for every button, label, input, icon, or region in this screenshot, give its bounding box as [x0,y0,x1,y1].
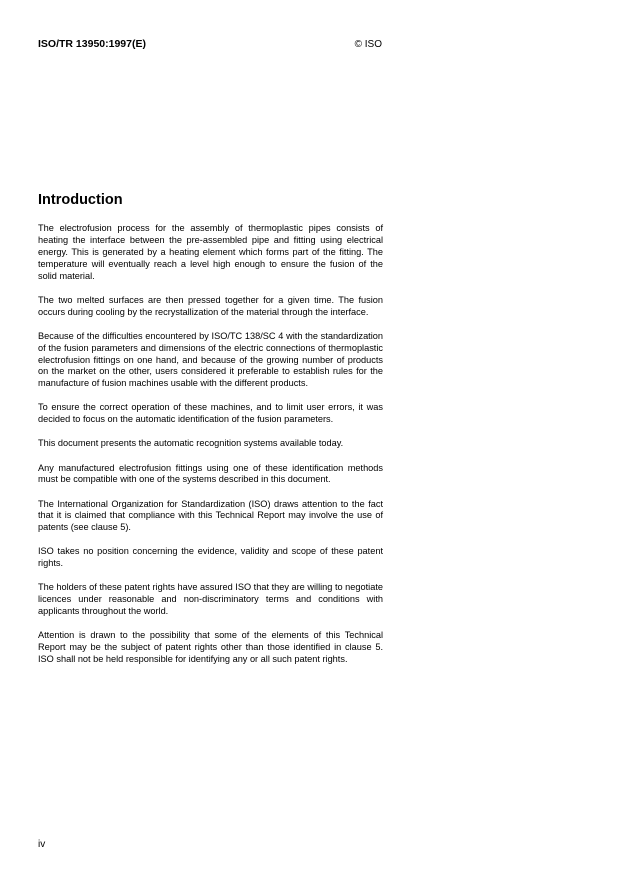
section-heading: Introduction [38,192,123,208]
paragraph-automatic-identification: To ensure the correct operation of these machines, and to limit user errors, it was decided to focus on the automatic identification of the fusion parameters. [38,402,383,425]
paragraph-other-patents: Attention is drawn to the possibility that some of the elements of this Technical Report may be the subject of patent rights other than those identified in clause 5. ISO shall not be held responsible for identifying any or all such patent rights. [38,630,383,665]
copyright-notice: © ISO [354,39,382,50]
paragraph-patent-attention: The International Organization for Standardization (ISO) draws attention to the fact that it is claimed that compliance with this Technical Report may involve the use of patents (see clause 5). [38,498,383,533]
paragraph-document-scope: This document presents the automatic recognition systems available today. [38,438,344,449]
paragraph-iso-position: ISO takes no position concerning the evidence, validity and scope of these patent rights. [38,546,383,569]
paragraph-compatibility: Any manufactured electrofusion fittings using one of these identification methods must be compatible with one of the systems described in this document. [38,462,383,485]
introduction-section [38,191,383,678]
paragraph-standardization-difficulties: Because of the difficulties encountered by ISO/TC 138/SC 4 with the standardization of the fusion parameters and dimensions of the electric connections of thermoplastic electrofusion fittings on one hand, and because of the growing number of products on the market on the other, users considered it preferable to establish rules for the manufacture of fusion machines usable with the different products. [38,330,383,389]
paragraph-electrofusion-process: The electrofusion process for the assembly of thermoplastic pipes consists of heating the interface between the pre-assembled pipe and fitting using electrical energy. This is generated by a heating element which forms part of the fitting. The temperature will eventually reach a level high enough to ensure the fusion of the solid material. [38,223,383,281]
document-id: ISO/TR 13950:1997(E) [38,38,146,50]
paragraph-patent-holders: The holders of these patent rights have assured ISO that they are willing to negotiate licences under reasonable and non-discriminatory terms and conditions with applicants throughout the world. [38,582,383,617]
paragraph-melted-surfaces: The two melted surfaces are then pressed together for a given time. The fusion occurs during cooling by the recrystallization of the material through the interface. [38,294,383,317]
page-number: iv [38,839,46,850]
